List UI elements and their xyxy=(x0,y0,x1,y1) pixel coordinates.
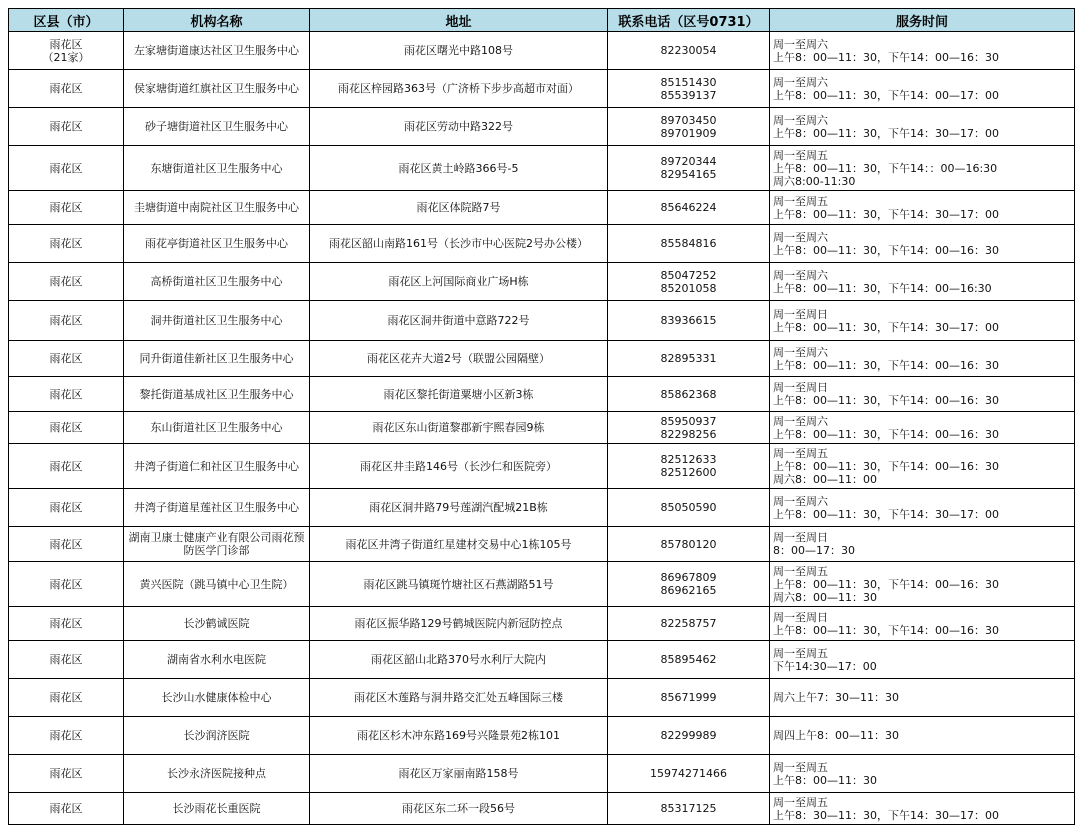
cell-phone: 86967809 86962165 xyxy=(608,562,770,607)
cell-address: 雨花区东二环一段56号 xyxy=(310,793,608,825)
cell-phone: 85047252 85201058 xyxy=(608,263,770,301)
clinic-table-container xyxy=(8,8,1075,825)
cell-hours: 周一至周六 上午8：00—11：30，下午14：00—16：30 xyxy=(770,412,1075,444)
cell-address: 雨花区洞井街道中意路722号 xyxy=(310,301,608,341)
cell-hours: 周四上午8：00—11：30 xyxy=(770,717,1075,755)
cell-address: 雨花区万家丽南路158号 xyxy=(310,755,608,793)
table-row xyxy=(9,489,1075,527)
cell-hours: 周一至周五 上午8：30—11：30，下午14：30—17：00 xyxy=(770,793,1075,825)
cell-address: 雨花区木莲路与洞井路交汇处五峰国际三楼 xyxy=(310,679,608,717)
table-row xyxy=(9,70,1075,108)
cell-hours: 周一至周五 上午8：00—11：30，下午14：00—16：30 周六8：00—11：00 xyxy=(770,444,1075,489)
cell-phone: 82512633 82512600 xyxy=(608,444,770,489)
cell-district: 雨花区 xyxy=(9,70,124,108)
cell-address: 雨花区井湾子街道红星建材交易中心1栋105号 xyxy=(310,527,608,562)
header-address: 地址 xyxy=(310,9,608,32)
table-row xyxy=(9,146,1075,191)
table-body xyxy=(9,32,1075,825)
cell-district: 雨花区 xyxy=(9,527,124,562)
cell-phone: 85317125 xyxy=(608,793,770,825)
cell-hours: 周一至周六 上午8：00—11：30，下午14：00—16：30 xyxy=(770,32,1075,70)
cell-name: 长沙鹤诚医院 xyxy=(124,607,310,641)
table-row xyxy=(9,301,1075,341)
cell-name: 井湾子街道星莲社区卫生服务中心 xyxy=(124,489,310,527)
cell-name: 左家塘街道康达社区卫生服务中心 xyxy=(124,32,310,70)
table-row xyxy=(9,191,1075,225)
cell-phone: 85862368 xyxy=(608,377,770,412)
cell-district: 雨花区 xyxy=(9,755,124,793)
cell-phone: 15974271466 xyxy=(608,755,770,793)
cell-address: 雨花区曙光中路108号 xyxy=(310,32,608,70)
cell-hours: 周一至周六 上午8：00—11：30，下午14：00—17：00 xyxy=(770,70,1075,108)
cell-name: 砂子塘街道社区卫生服务中心 xyxy=(124,108,310,146)
cell-hours: 周一至周日 上午8：00—11：30，下午14：00—16：30 xyxy=(770,377,1075,412)
cell-hours: 周一至周日 上午8：00—11：30，下午14：30—17：00 xyxy=(770,301,1075,341)
cell-district: 雨花区 xyxy=(9,641,124,679)
cell-address: 雨花区梓园路363号（广济桥下步步高超市对面） xyxy=(310,70,608,108)
table-row xyxy=(9,679,1075,717)
cell-phone: 85151430 85539137 xyxy=(608,70,770,108)
cell-hours: 周一至周五 上午8：00—11：30，下午14：30—17：00 xyxy=(770,191,1075,225)
cell-district: 雨花区 xyxy=(9,191,124,225)
cell-address: 雨花区东山街道黎郡新宇熙春园9栋 xyxy=(310,412,608,444)
cell-hours: 周六上午7：30—11：30 xyxy=(770,679,1075,717)
cell-phone: 89720344 82954165 xyxy=(608,146,770,191)
cell-name: 黄兴医院（跳马镇中心卫生院） xyxy=(124,562,310,607)
cell-hours: 周一至周六 上午8：00—11：30，下午14：30—17：00 xyxy=(770,108,1075,146)
cell-name: 湖南省水利水电医院 xyxy=(124,641,310,679)
cell-phone: 89703450 89701909 xyxy=(608,108,770,146)
cell-district: 雨花区 xyxy=(9,562,124,607)
cell-hours: 周一至周六 上午8：00—11：30，下午14：30—17：00 xyxy=(770,489,1075,527)
cell-hours: 周一至周日 8：00—17：30 xyxy=(770,527,1075,562)
cell-district: 雨花区 xyxy=(9,225,124,263)
table-row xyxy=(9,32,1075,70)
cell-address: 雨花区韶山北路370号水利厅大院内 xyxy=(310,641,608,679)
cell-hours: 周一至周五 上午8：00—11：30，下午14：：00—16:30 周六8:00-11:30 xyxy=(770,146,1075,191)
cell-hours: 周一至周五 下午14:30—17：00 xyxy=(770,641,1075,679)
cell-address: 雨花区洞井路79号莲湖汽配城21B栋 xyxy=(310,489,608,527)
cell-phone: 85671999 xyxy=(608,679,770,717)
cell-address: 雨花区黄土岭路366号-5 xyxy=(310,146,608,191)
table-row xyxy=(9,755,1075,793)
cell-address: 雨花区井圭路146号（长沙仁和医院旁） xyxy=(310,444,608,489)
cell-name: 湖南卫康士健康产业有限公司雨花预防医学门诊部 xyxy=(124,527,310,562)
table-row xyxy=(9,377,1075,412)
cell-phone: 85950937 82298256 xyxy=(608,412,770,444)
cell-district: 雨花区 xyxy=(9,341,124,377)
cell-district: 雨花区 xyxy=(9,679,124,717)
cell-name: 雨花亭街道社区卫生服务中心 xyxy=(124,225,310,263)
cell-phone: 85584816 xyxy=(608,225,770,263)
cell-district: 雨花区 xyxy=(9,108,124,146)
cell-district: 雨花区 xyxy=(9,489,124,527)
cell-address: 雨花区韶山南路161号（长沙市中心医院2号办公楼） xyxy=(310,225,608,263)
clinic-table xyxy=(8,8,1075,825)
cell-name: 高桥街道社区卫生服务中心 xyxy=(124,263,310,301)
header-phone: 联系电话（区号0731） xyxy=(608,9,770,32)
header-row xyxy=(9,9,1075,32)
cell-district: 雨花区 （21家） xyxy=(9,32,124,70)
table-row xyxy=(9,793,1075,825)
cell-district: 雨花区 xyxy=(9,263,124,301)
table-row xyxy=(9,225,1075,263)
cell-name: 东山街道社区卫生服务中心 xyxy=(124,412,310,444)
table-row xyxy=(9,607,1075,641)
cell-phone: 85895462 xyxy=(608,641,770,679)
table-row xyxy=(9,717,1075,755)
cell-address: 雨花区劳动中路322号 xyxy=(310,108,608,146)
cell-address: 雨花区上河国际商业广场H栋 xyxy=(310,263,608,301)
cell-district: 雨花区 xyxy=(9,793,124,825)
cell-hours: 周一至周六 上午8：00—11：30，下午14：00—16:30 xyxy=(770,263,1075,301)
cell-hours: 周一至周日 上午8：00—11：30，下午14：00—16：30 xyxy=(770,607,1075,641)
cell-name: 洞井街道社区卫生服务中心 xyxy=(124,301,310,341)
cell-address: 雨花区杉木冲东路169号兴隆景苑2栋101 xyxy=(310,717,608,755)
table-row xyxy=(9,412,1075,444)
cell-district: 雨花区 xyxy=(9,607,124,641)
cell-district: 雨花区 xyxy=(9,412,124,444)
header-hours: 服务时间 xyxy=(770,9,1075,32)
cell-hours: 周一至周六 上午8：00—11：30，下午14：00—16：30 xyxy=(770,225,1075,263)
cell-hours: 周一至周六 上午8：00—11：30，下午14：00—16：30 xyxy=(770,341,1075,377)
cell-phone: 85050590 xyxy=(608,489,770,527)
table-row xyxy=(9,108,1075,146)
cell-address: 雨花区振华路129号鹤城医院内新冠防控点 xyxy=(310,607,608,641)
cell-hours: 周一至周五 上午8：00—11：30，下午14：00—16：30 周六8：00—11：30 xyxy=(770,562,1075,607)
cell-district: 雨花区 xyxy=(9,717,124,755)
table-row xyxy=(9,444,1075,489)
cell-phone: 82258757 xyxy=(608,607,770,641)
cell-address: 雨花区花卉大道2号（联盟公园隔壁） xyxy=(310,341,608,377)
table-row xyxy=(9,341,1075,377)
cell-name: 圭塘街道中南院社区卫生服务中心 xyxy=(124,191,310,225)
cell-name: 长沙山水健康体检中心 xyxy=(124,679,310,717)
cell-district: 雨花区 xyxy=(9,146,124,191)
cell-district: 雨花区 xyxy=(9,377,124,412)
cell-name: 侯家塘街道红旗社区卫生服务中心 xyxy=(124,70,310,108)
cell-district: 雨花区 xyxy=(9,444,124,489)
cell-name: 长沙永济医院接种点 xyxy=(124,755,310,793)
table-row xyxy=(9,263,1075,301)
cell-name: 同升街道佳新社区卫生服务中心 xyxy=(124,341,310,377)
cell-phone: 83936615 xyxy=(608,301,770,341)
cell-name: 井湾子街道仁和社区卫生服务中心 xyxy=(124,444,310,489)
cell-district: 雨花区 xyxy=(9,301,124,341)
header-name: 机构名称 xyxy=(124,9,310,32)
cell-phone: 82895331 xyxy=(608,341,770,377)
cell-address: 雨花区黎托街道粟塘小区新3栋 xyxy=(310,377,608,412)
cell-name: 长沙雨花长重医院 xyxy=(124,793,310,825)
cell-name: 东塘街道社区卫生服务中心 xyxy=(124,146,310,191)
header-district: 区县（市） xyxy=(9,9,124,32)
table-row xyxy=(9,562,1075,607)
table-row xyxy=(9,641,1075,679)
cell-phone: 82230054 xyxy=(608,32,770,70)
table-row xyxy=(9,527,1075,562)
cell-address: 雨花区跳马镇斑竹塘社区石燕湖路51号 xyxy=(310,562,608,607)
cell-address: 雨花区体院路7号 xyxy=(310,191,608,225)
cell-name: 长沙润济医院 xyxy=(124,717,310,755)
cell-name: 黎托街道基成社区卫生服务中心 xyxy=(124,377,310,412)
cell-phone: 82299989 xyxy=(608,717,770,755)
cell-hours: 周一至周五 上午8：00—11：30 xyxy=(770,755,1075,793)
cell-phone: 85646224 xyxy=(608,191,770,225)
cell-phone: 85780120 xyxy=(608,527,770,562)
